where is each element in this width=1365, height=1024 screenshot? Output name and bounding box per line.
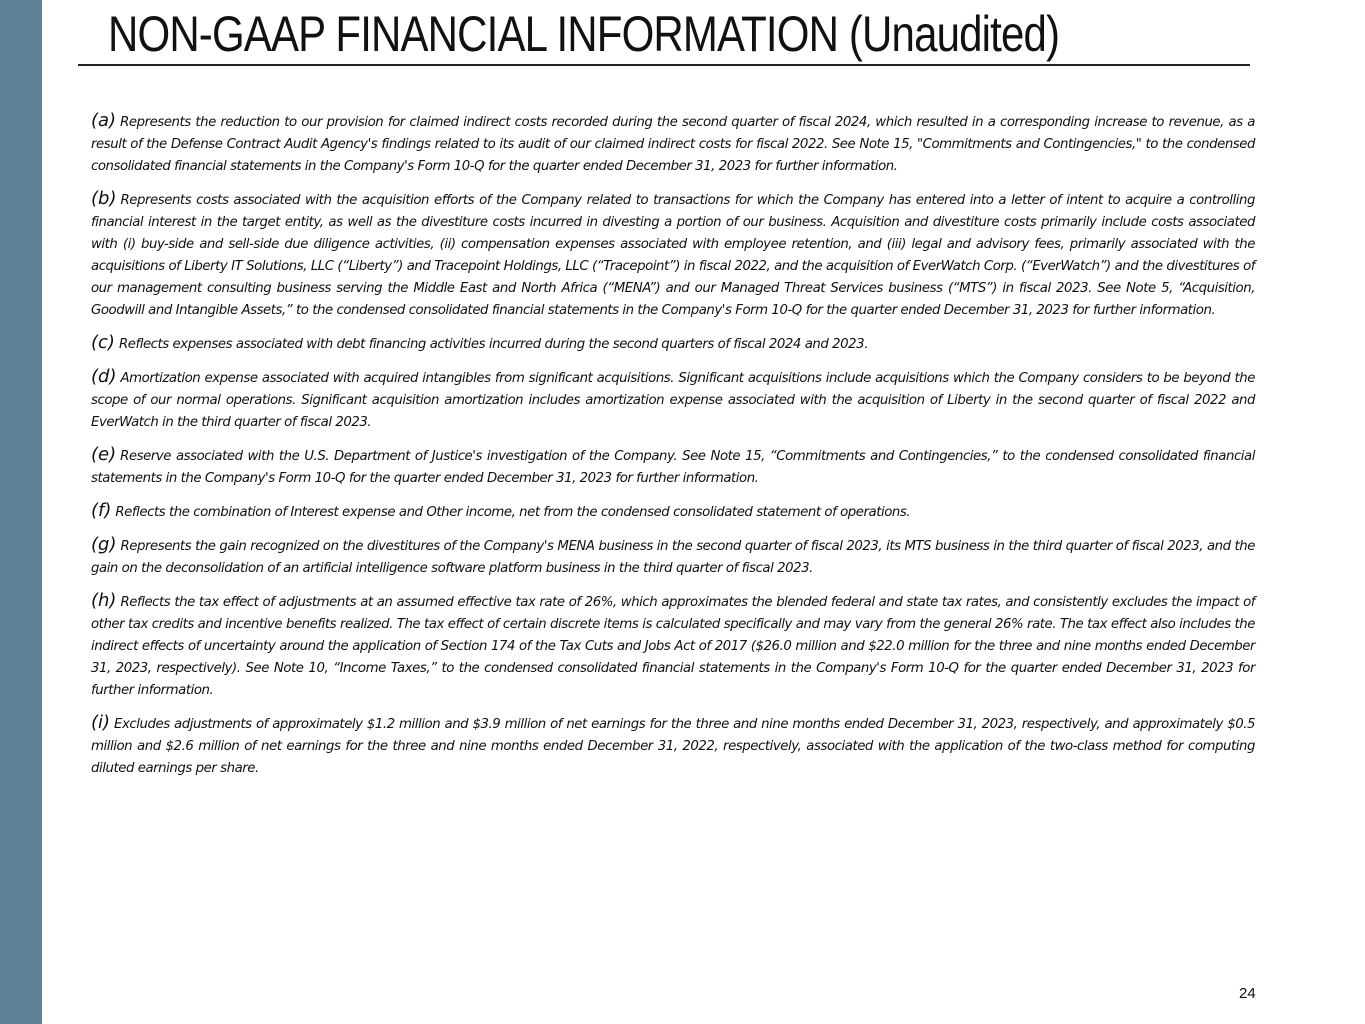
footnote-i [91, 712, 1255, 780]
page-title: NON-GAAP FINANCIAL INFORMATION (Unaudited) [108, 6, 1060, 62]
title-divider [78, 64, 1250, 66]
footnote-marker: (b) [91, 188, 117, 209]
footnote-marker: (g) [91, 534, 117, 555]
footnote-marker: (f) [91, 500, 112, 521]
footnote-text: Reflects expenses associated with debt financing activities incurred during the second quarters of fiscal 2024 and 2023. [118, 337, 868, 352]
footnote-marker: (d) [91, 366, 117, 387]
footnote-e [91, 444, 1255, 490]
footnote-g [91, 534, 1255, 580]
footnote-text: Excludes adjustments of approximately $1.2 million and $3.9 million of net earnings for the three and nine months ended December 31, 2023, respectively, and approximately $0.5 million and $2.6 million of net earnings for the three and nine months ended December 31, 2022, respectively, associated with the application of the two-class method for computing diluted earnings per share. [91, 717, 1255, 776]
footnote-b [91, 188, 1255, 322]
footnote-text: Represents the reduction to our provision for claimed indirect costs recorded during the second quarter of fiscal 2024, which resulted in a corresponding increase to revenue, as a result of the Defense Contract Audit Agency's findings related to its audit of our claimed indirect costs for fiscal 2022. See Note 15, "Commitments and Contingencies," to the condensed consolidated financial statements in the Company's Form 10-Q for the quarter ended December 31, 2023 for further information. [91, 115, 1255, 174]
footnote-marker: (i) [91, 712, 111, 733]
footnote-marker: (h) [91, 590, 117, 611]
footnote-text: Represents the gain recognized on the divestitures of the Company's MENA business in the second quarter of fiscal 2023, its MTS business in the third quarter of fiscal 2023, and the gain on the deconsolidation of an artificial intelligence software platform business in the third quarter of fiscal 2023. [91, 539, 1255, 576]
footnote-a [91, 110, 1255, 178]
footnote-d [91, 366, 1255, 434]
footnote-text: Reflects the combination of Interest expense and Other income, net from the condensed consolidated statement of operations. [115, 505, 911, 520]
footnote-marker: (a) [91, 110, 117, 131]
footnote-h [91, 590, 1255, 702]
footnote-c [91, 332, 1255, 356]
footnote-text: Reflects the tax effect of adjustments at an assumed effective tax rate of 26%, which approximates the blended federal and state tax rates, and consistently excludes the impact of other tax credits and incentive benefits realized. The tax effect of certain discrete items is calculated specifically and may vary from the general 26% rate. The tax effect also includes the indirect effects of uncertainty around the application of Section 174 of the Tax Cuts and Jobs Act of 2017 ($26.0 million and $22.0 million for the three and nine months ended December 31, 2023, respectively). See Note 10, “Income Taxes,” to the condensed consolidated financial statements in the Company's Form 10-Q for the quarter ended December 31, 2023 for further information. [91, 595, 1255, 698]
footnote-text: Reserve associated with the U.S. Department of Justice's investigation of the Company. See Note 15, “Commitments and Contingencies,” to the condensed consolidated financial statements in the Company's Form 10-Q for the quarter ended December 31, 2023 for further information. [91, 449, 1255, 486]
footnote-text: Represents costs associated with the acquisition efforts of the Company related to transactions for which the Company has entered into a letter of intent to acquire a controlling financial interest in the target entity, as well as the divestiture costs incurred in divesting a portion of our business. Acquisition and divestiture costs primarily include costs associated with (i) buy-side and sell-side due diligence activities, (ii) compensation expenses associated with employee retention, and (iii) legal and advisory fees, primarily associated with the acquisitions of Liberty IT Solutions, LLC (“Liberty”) and Tracepoint Holdings, LLC (“Tracepoint”) in fiscal 2022, and the acquisition of EverWatch Corp. (“EverWatch”) and the divestitures of our management consulting business serving the Middle East and North Africa (“MENA”) and our Managed Threat Services business (“MTS”) in fiscal 2023. See Note 5, “Acquisition, Goodwill and Intangible Assets,” to the condensed consolidated financial statements in the Company's Form 10-Q for the quarter ended December 31, 2023 for further information. [91, 193, 1255, 318]
footnote-marker: (c) [91, 332, 115, 353]
footnotes-list [91, 110, 1255, 790]
side-accent-bar [0, 0, 42, 1024]
footnote-marker: (e) [91, 444, 117, 465]
page-number: 24 [1239, 985, 1256, 1002]
footnote-text: Amortization expense associated with acquired intangibles from significant acquisitions. Significant acquisitions include acquisitions which the Company considers to be beyond the scope of our normal operations. Significant acquisition amortization includes amortization expense associated with the acquisition of Liberty in the second quarter of fiscal 2022 and EverWatch in the third quarter of fiscal 2023. [91, 371, 1255, 430]
footnote-f [91, 500, 1255, 524]
